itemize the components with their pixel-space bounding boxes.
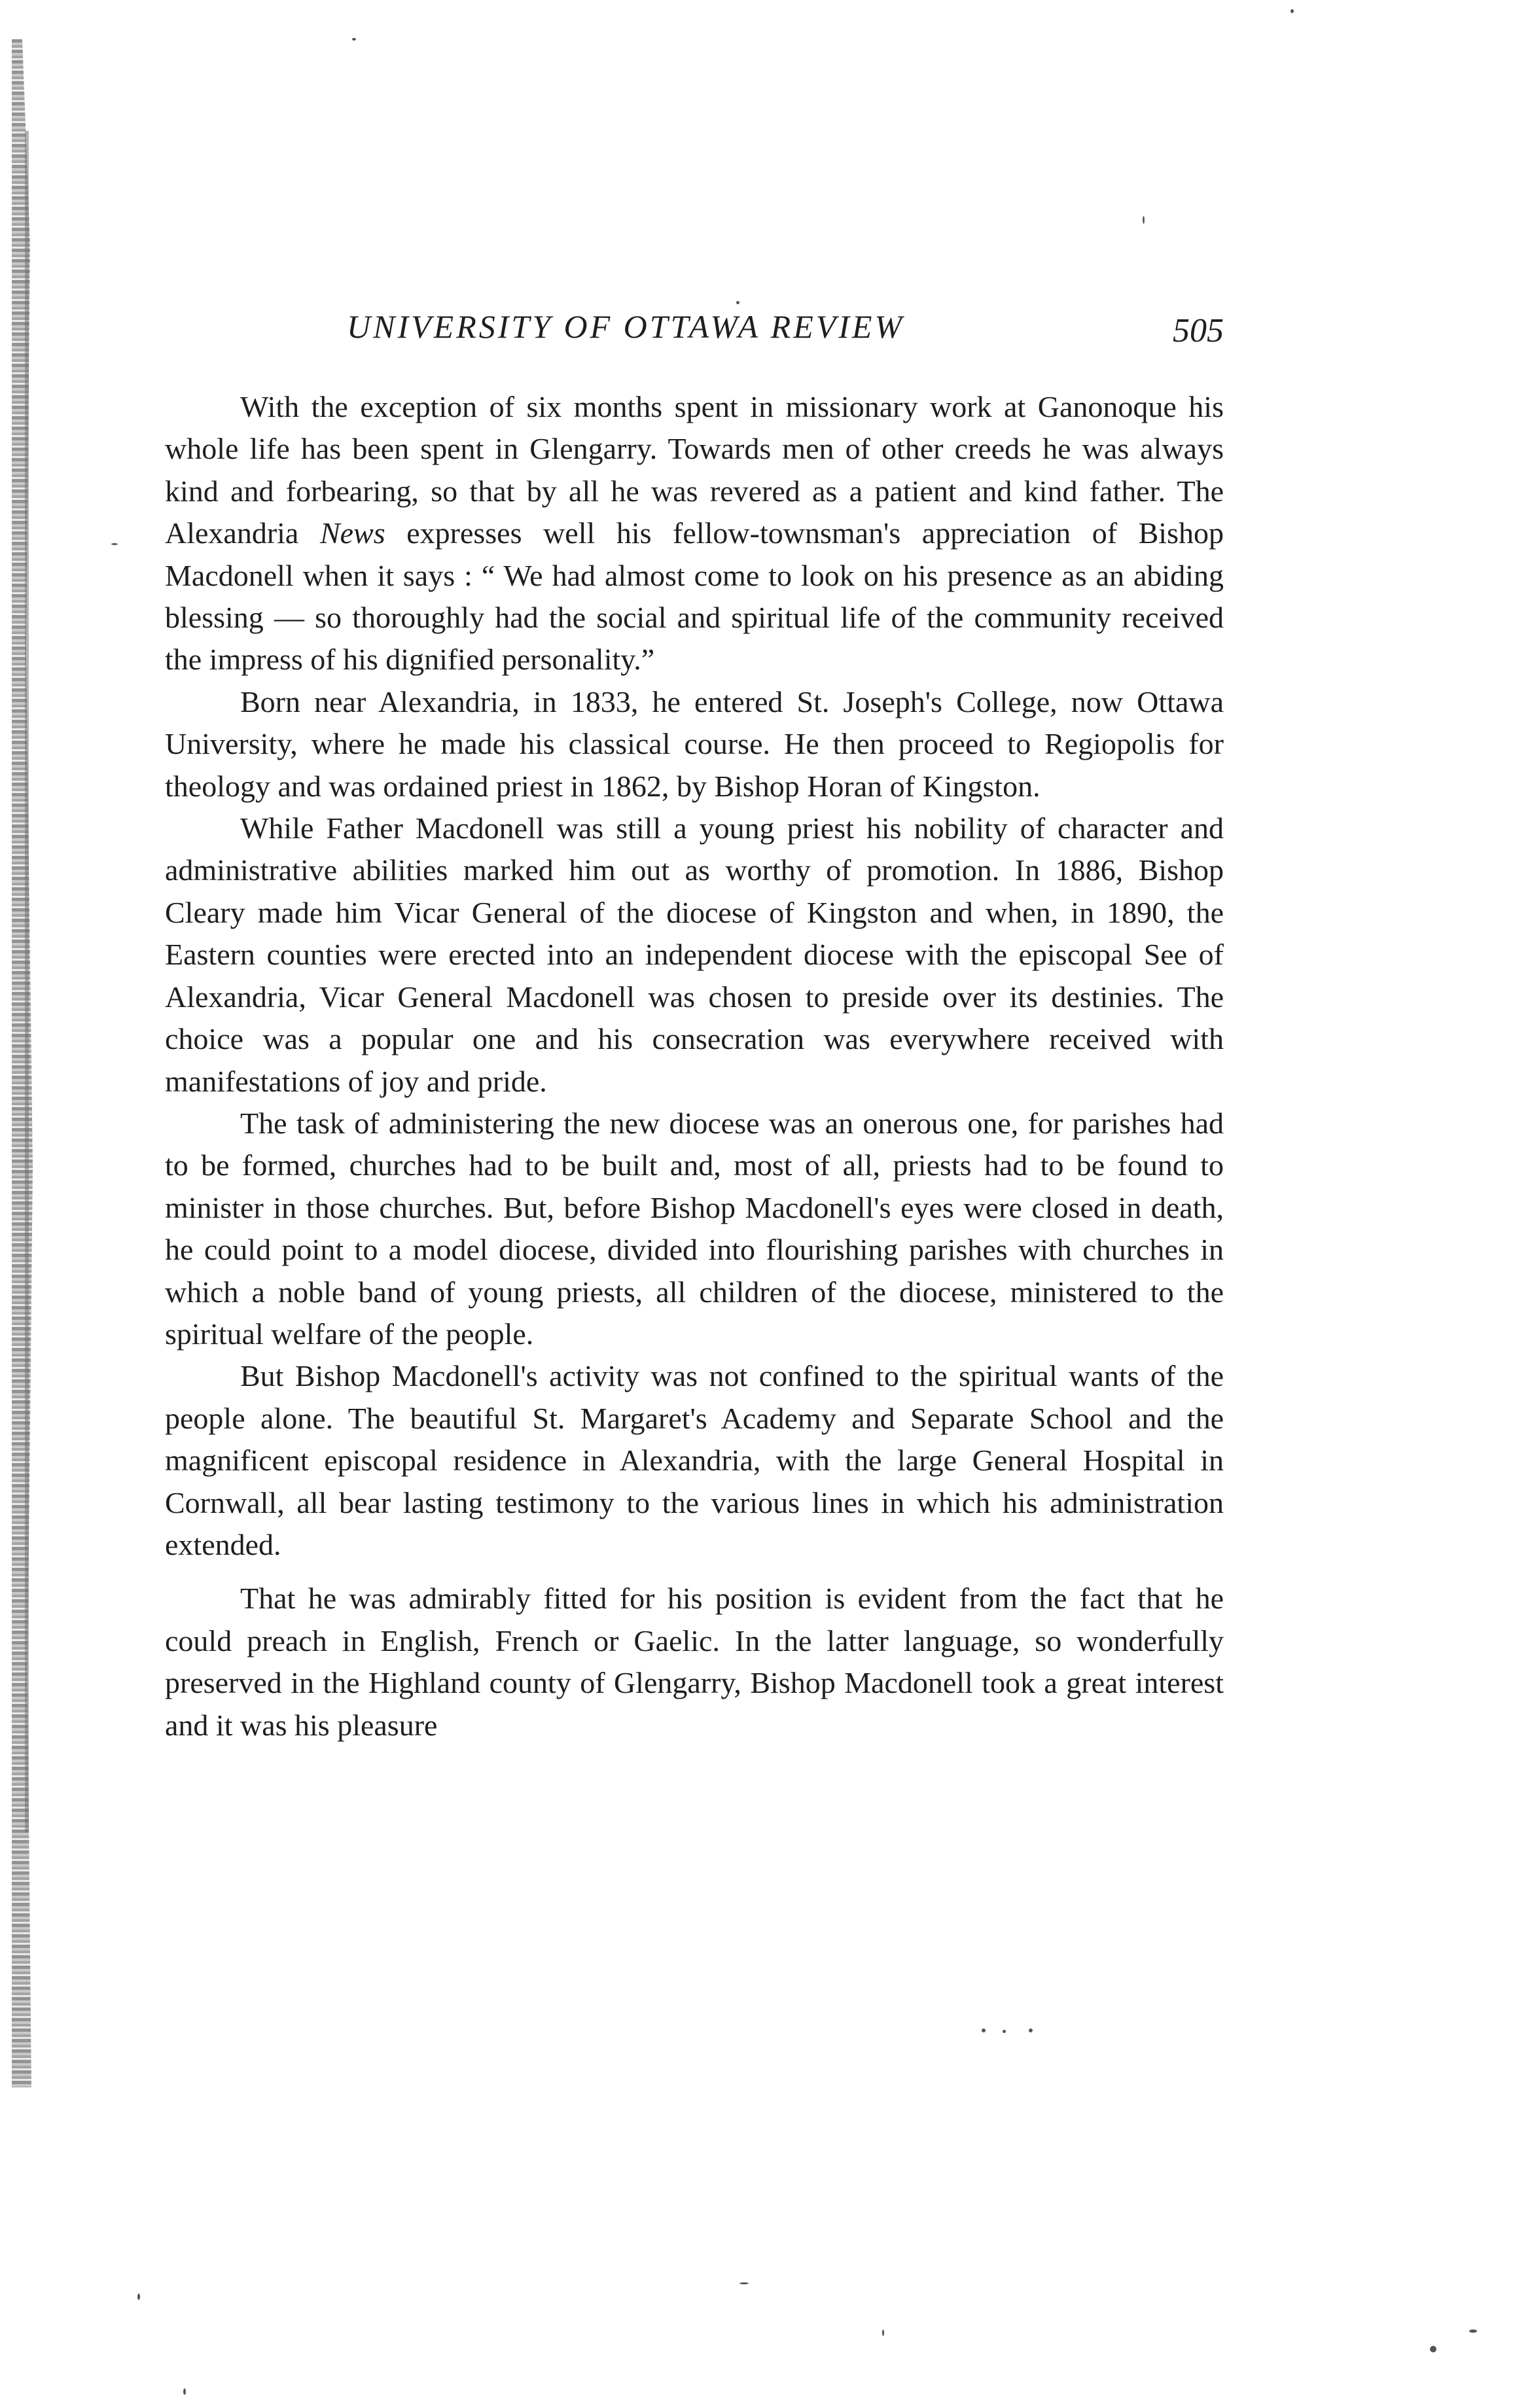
page-number: 505 — [1173, 312, 1224, 349]
ink-speck — [1003, 2030, 1006, 2033]
ink-speck — [111, 543, 118, 545]
ink-speck — [739, 2282, 749, 2284]
ink-speck — [1469, 2329, 1477, 2333]
ink-speck — [882, 2329, 884, 2336]
ink-speck — [1143, 216, 1145, 224]
paragraph-5: But Bishop Macdonell's activity was not confined to the spiritual wants of the people alone. The beautiful St. Margaret's Academy and Separate School and the magnificent episcopal residence in Alexandria, with the large General Hospital in Cornwall, all bear lasting testimony to the various lines in which his administration extended. — [165, 1359, 1224, 1561]
paragraph-2: Born near Alexandria, in 1833, he entered St. Joseph's College, now Ottawa University, where he made his classical course. He then proceed to Regiopolis for theology and was ordained priest in 1862, by Bishop Horan of Kingston. — [165, 684, 1224, 803]
page-header — [347, 308, 1224, 366]
ink-speck — [183, 2388, 186, 2395]
ink-speck — [736, 301, 739, 304]
paragraph-1-text-a: With the exception of six months spent in missionary work at Ganonoque his whole life has been spent in Glengarry. Towards men of other creeds he was always kind and forbearing, so that by all he was revered as a patient and kind father. The Alexandria — [165, 390, 1224, 550]
body-text — [165, 386, 1224, 1746]
paragraph-3: While Father Macdonell was still a young priest his nobility of character and administrative abilities marked him out as worthy of promotion. In 1886, Bishop Cleary made him Vicar General of the diocese of Kingston and when, in 1890, the Eastern counties were erected into an independent diocese with the episcopal See of Alexandria, Vicar General Macdonell was chosen to preside over its destinies. The choice was a popular one and his consecration was everywhere received with manifestations of joy and pride. — [165, 811, 1224, 1098]
ink-speck — [352, 38, 356, 41]
ink-speck — [982, 2028, 986, 2032]
running-head: UNIVERSITY OF OTTAWA REVIEW — [347, 308, 905, 345]
newspaper-title: News — [319, 516, 385, 550]
ink-speck — [1290, 9, 1294, 13]
ink-speck — [137, 2293, 140, 2300]
ink-speck — [1029, 2028, 1033, 2032]
paragraph-1 — [165, 386, 1224, 681]
paragraph-1-text-b: expresses well his fellow-townsman's appreciation of Bishop Macdonell when it says : “ We had almost come to look on his presence as an abiding blessing — so thoroughly had the social and spiritual life of the community received the impress of his dignified personality.” — [165, 516, 1224, 677]
ink-speck — [1430, 2346, 1436, 2352]
paragraph-6: That he was admirably fitted for his position is evident from the fact that he could preach in English, French or Gaelic. In the latter language, so wonderfully preserved in the Highland county of Glengarry, Bishop Macdonell took a great interest and it was his pleasure — [165, 1582, 1224, 1742]
page-binding-shadow — [25, 131, 29, 1832]
paragraph-4: The task of administering the new diocese was an onerous one, for parishes had to be formed, churches had to be built and, most of all, priests had to be found to minister in those churches. But, before Bishop Macdonell's eyes were closed in death, he could point to a model diocese, divided into flourishing parishes with churches in which a noble band of young priests, all children of the diocese, ministered to the spiritual welfare of the people. — [165, 1106, 1224, 1351]
